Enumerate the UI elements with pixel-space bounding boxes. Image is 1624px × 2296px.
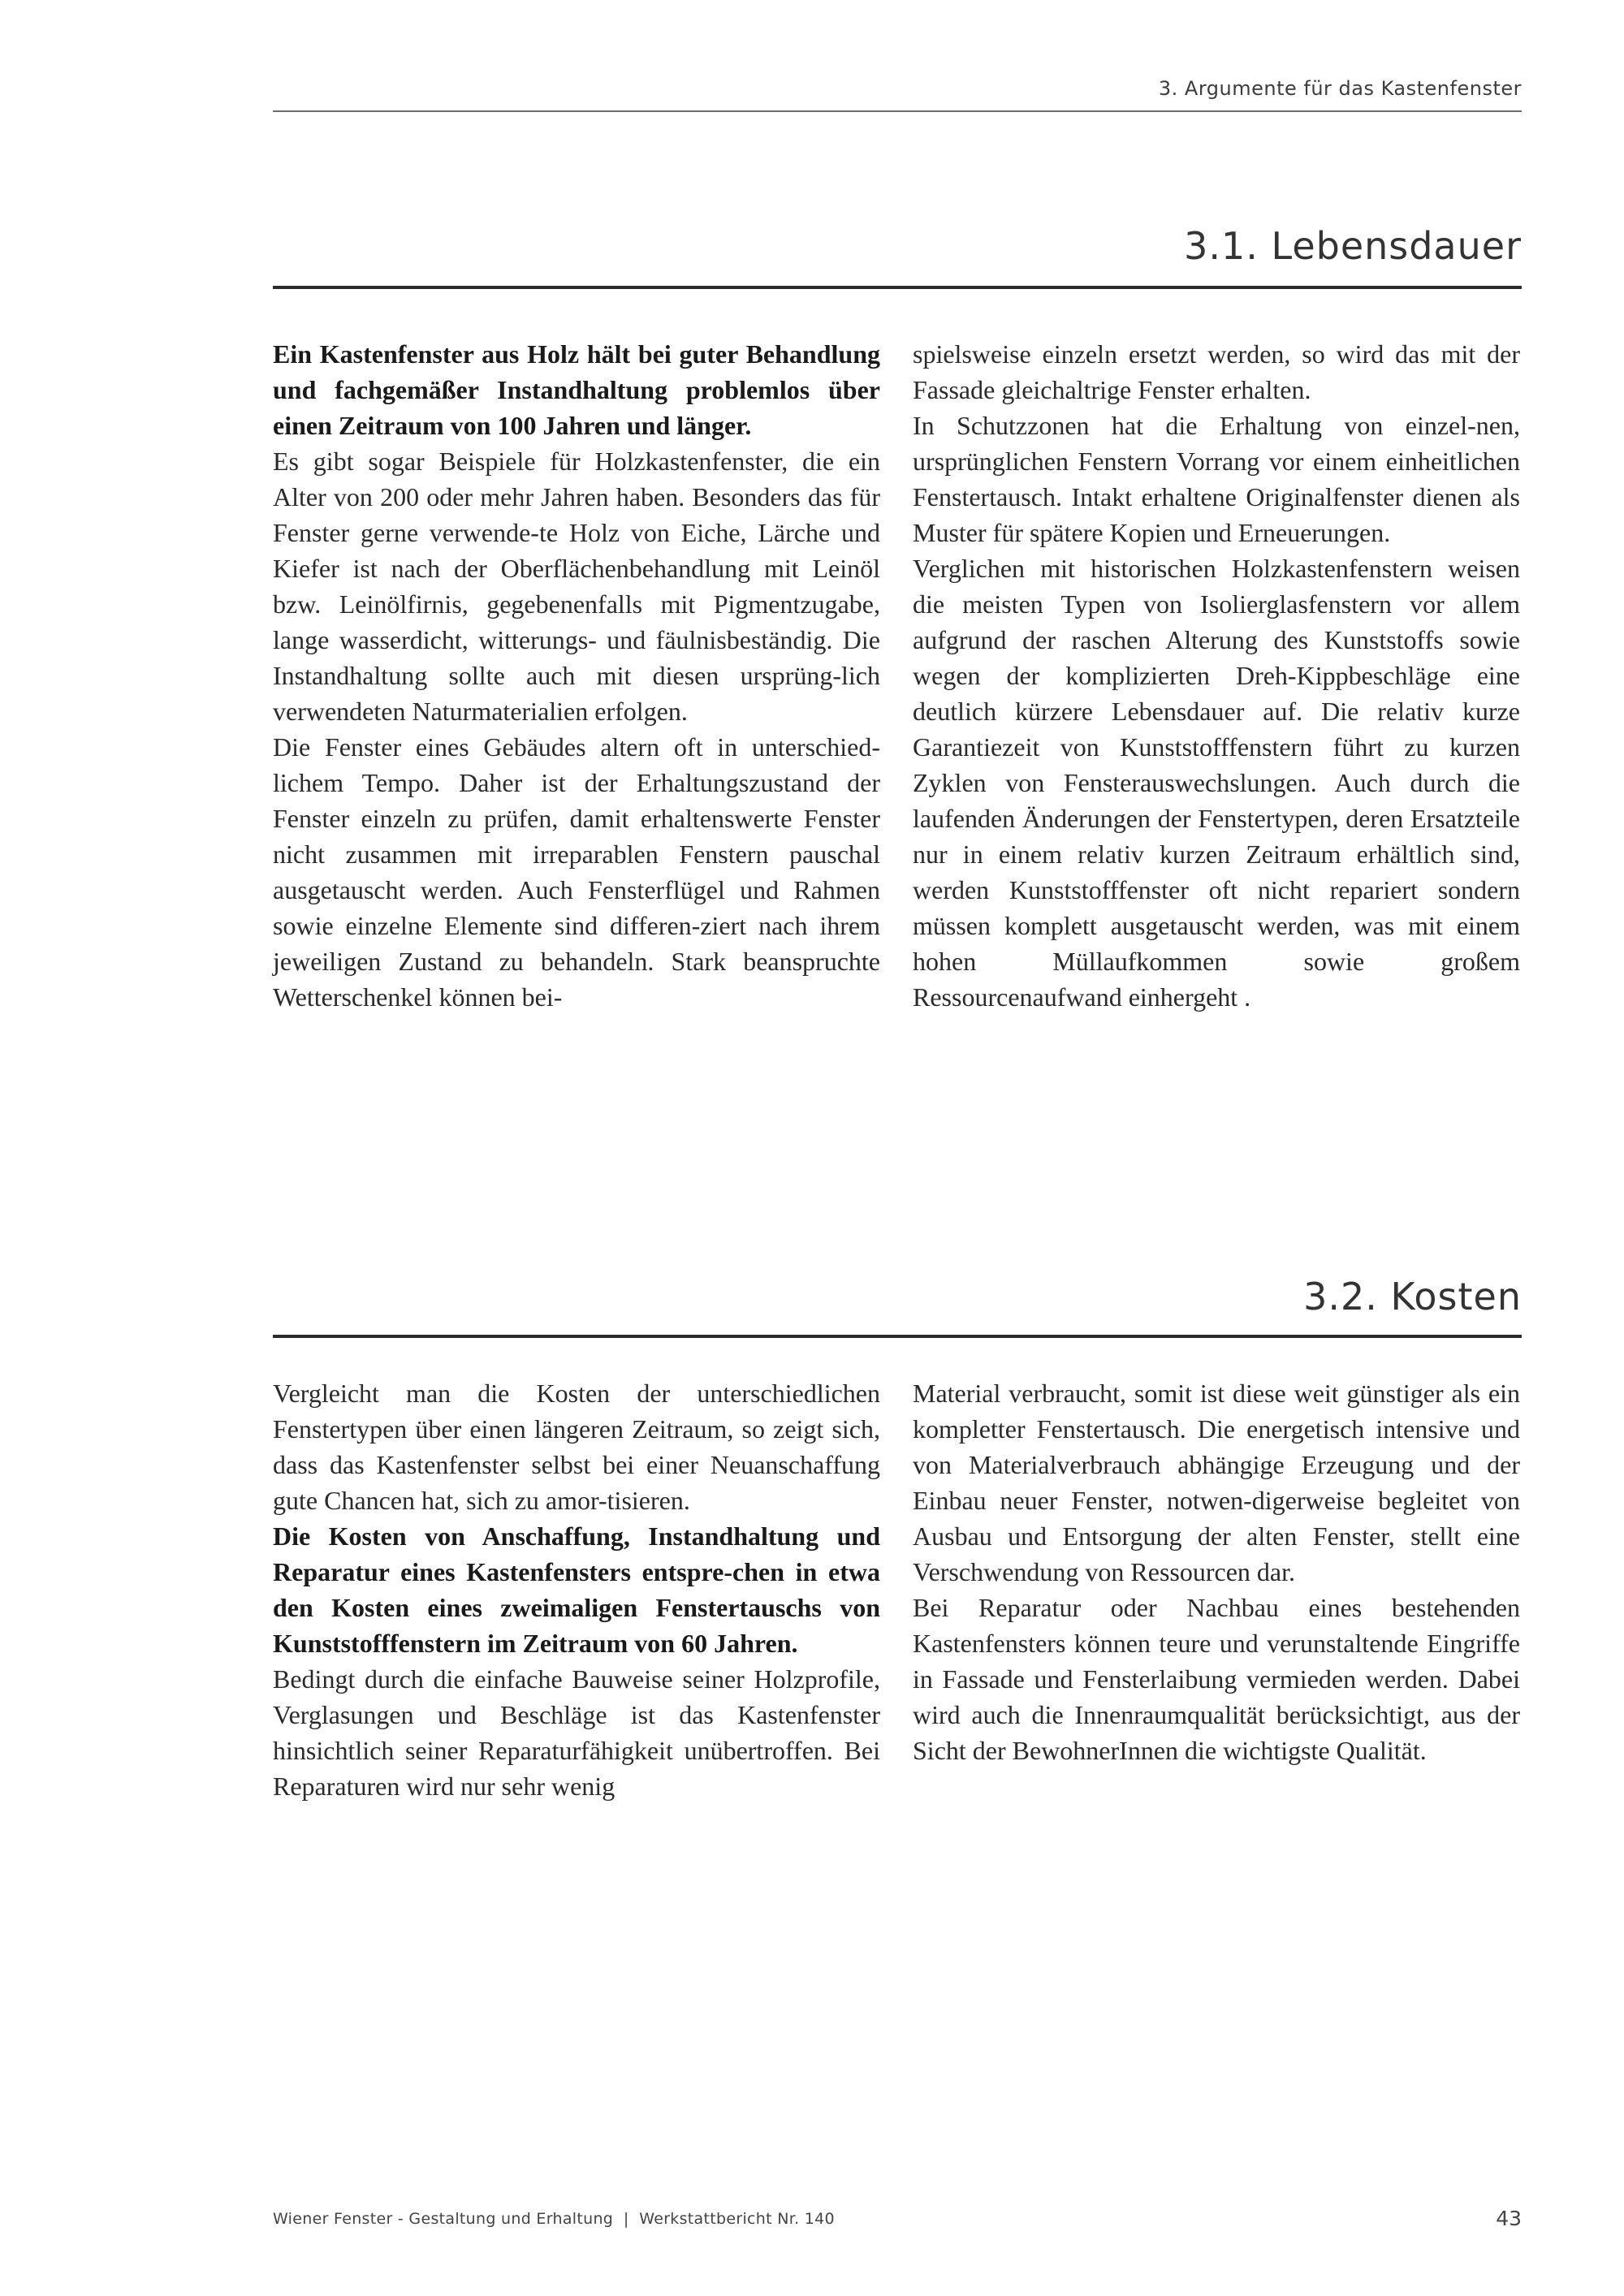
paragraph: spielsweise einzeln ersetzt werden, so wird das mit der Fassade gleichaltrige Fenster erhalten. xyxy=(913,339,1520,404)
paragraph: Es gibt sogar Beispiele für Holzkastenfenster, die ein Alter von 200 oder mehr Jahren haben. Besonders das für Fenster gerne verwende-te Holz von Eiche, Lärche und Kiefer ist nach der Oberflächenbehandlung mit Leinöl bzw. Leinölfirnis, gegebenenfalls mit Pigmentzugabe, lange wasserdicht, witterungs- und fäulnisbeständig. Die Instandhaltung sollte auch mit diesen ursprüng-lich verwendeten Naturmaterialien erfolgen. xyxy=(273,447,880,726)
paragraph: In Schutzzonen hat die Erhaltung von einzel-nen, ursprünglichen Fenstern Vorrang vor einem einheitlichen Fenstertausch. Intakt erhaltene Originalfenster dienen als Muster für spätere Kopien und Erneuerungen. xyxy=(913,411,1520,547)
page-number: 43 xyxy=(1496,2207,1522,2230)
paragraph: Vergleicht man die Kosten der unterschiedlichen Fenstertypen über einen längeren Zeitraum, so zeigt sich, dass das Kastenfenster selbst bei einer Neuanschaffung gute Chancen hat, sich zu amor-tisieren. xyxy=(273,1379,880,1515)
text-column-left-kosten xyxy=(273,1375,880,1804)
header-rule xyxy=(273,110,1522,112)
section-title-lebensdauer: 3.1. Lebensdauer xyxy=(1184,224,1522,268)
section-title-kosten: 3.2. Kosten xyxy=(1303,1275,1522,1318)
text-column-right-kosten xyxy=(913,1375,1520,1768)
paragraph: Die Fenster eines Gebäudes altern oft in unterschied-lichem Tempo. Daher ist der Erhaltungszustand der Fenster einzeln zu prüfen, damit erhaltenswerte Fenster nicht zusammen mit irreparablen Fenstern pauschal ausgetauscht werden. Auch Fensterflügel und Rahmen sowie einzelne Elemente sind differen-ziert nach ihrem jeweiligen Zustand zu behandeln. Stark beanspruchte Wetterschenkel können bei- xyxy=(273,732,880,1012)
section-rule-kosten xyxy=(273,1335,1522,1338)
section-rule-lebensdauer xyxy=(273,286,1522,289)
footer-publication: Wiener Fenster - Gestaltung und Erhaltung | Werkstattbericht Nr. 140 xyxy=(273,2210,835,2228)
text-column-left-lebensdauer xyxy=(273,336,880,1015)
paragraph: Verglichen mit historischen Holzkastenfenstern weisen die meisten Typen von Isolierglasfenstern vor allem aufgrund der raschen Alterung des Kunststoffs sowie wegen der komplizierten Dreh-Kippbeschläge eine deutlich kürzere Lebensdauer auf. Die relativ kurze Garantiezeit von Kunststofffenstern führt zu kurzen Zyklen von Fensterauswechslungen. Auch durch die laufenden Änderungen der Fenstertypen, deren Ersatzteile nur in einem relativ kurzen Zeitraum erhältlich sind, werden Kunststofffenster oft nicht repariert sondern müssen komplett ausgetauscht werden, was mit einem hohen Müllaufkommen sowie großem Ressourcenaufwand einhergeht . xyxy=(913,554,1520,1012)
running-header: 3. Argumente für das Kastenfenster xyxy=(1158,77,1522,100)
text-column-right-lebensdauer xyxy=(913,336,1520,1015)
paragraph: Material verbraucht, somit ist diese weit günstiger als ein kompletter Fenstertausch. Die energetisch intensive und von Materialverbrauch abhängige Erzeugung und der Einbau neuer Fenster, notwen-digerweise begleitet von Ausbau und Entsorgung der alten Fenster, stellt eine Verschwendung von Ressourcen dar. xyxy=(913,1379,1520,1586)
paragraph: Die Kosten von Anschaffung, Instandhaltung und Reparatur eines Kastenfensters entspre-chen in etwa den Kosten eines zweimaligen Fenstertauschs von Kunststofffenstern im Zeitraum von 60 Jahren. xyxy=(273,1521,880,1658)
paragraph: Bedingt durch die einfache Bauweise seiner Holzprofile, Verglasungen und Beschläge ist das Kastenfenster hinsichtlich seiner Reparaturfähigkeit unübertroffen. Bei Reparaturen wird nur sehr wenig xyxy=(273,1664,880,1801)
paragraph: Ein Kastenfenster aus Holz hält bei guter Behandlung und fachgemäßer Instandhaltung problemlos über einen Zeitraum von 100 Jahren und länger. xyxy=(273,339,880,440)
paragraph: Bei Reparatur oder Nachbau eines bestehenden Kastenfensters können teure und verunstaltende Eingriffe in Fassade und Fensterlaibung vermieden werden. Dabei wird auch die Innenraumqualität berücksichtigt, aus der Sicht der BewohnerInnen die wichtigste Qualität. xyxy=(913,1593,1520,1765)
